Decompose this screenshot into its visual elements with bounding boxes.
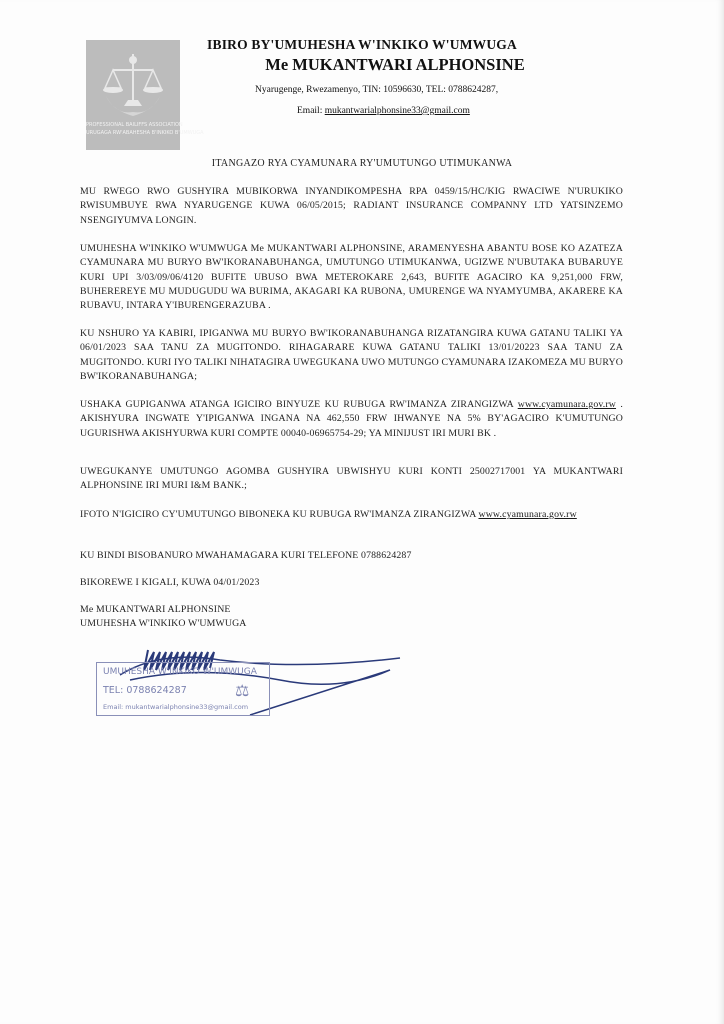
paragraph-court-ruling: MU RWEGO RWO GUSHYIRA MUBIKORWA INYANDIKOMPESHA RPA 0459/15/HC/KIG RWACIWE N'URUKIKO RWISUMBUYE RWA NYARUGENGE KUWA 06/05/2015; RADIANT INSURANCE COMPANNY LTD YATSINZEMO NSENGIYUMVA LONGIN. — [80, 186, 623, 226]
bidding-text-prefix: USHAKA GUPIGANWA ATANGA IGICIRO BINYUZE KU RUBUGA RW'IMANZA ZIRANGIZWA — [80, 399, 518, 410]
bidding-text-suffix: . AKISHYURA INGWATE Y'IPIGANWA INGANA NA 462,550 FRW IHWANYE NA 5% BY'AGACIRO K'UMUTUNGO UGURISHWA AKISHYURWA KURI COMPTE 00040-06965754-29; YA MINIJUST IRI MURI BK . — [80, 399, 624, 439]
photo-text-prefix: IFOTO N'IGICIRO CY'UMUTUNGO BIBONEKA KU RUBUGA RW'IMANZA ZIRANGIZWA — [80, 509, 479, 520]
paragraph-photo-price — [80, 508, 623, 522]
official-stamp — [96, 662, 270, 716]
stamp-line-phone: TEL: 0788624287 — [103, 685, 187, 696]
document-title: ITANGAZO RYA CYAMUNARA RY'UMUTUNGO UTIMUKANWA — [211, 158, 513, 169]
logo-org-subtext: URUGAGA RW'ABAHESHA B'INKIKO B'UMWUGA — [86, 130, 204, 136]
email-label: Email: — [297, 106, 325, 116]
paragraph-auction-dates: KU NSHURO YA KABIRI, IPIGANWA MU BURYO BW'IKORANABUHANGA RIZATANGIRA KUWA GATANU TALIKI YA 06/01/2023 SAA TANU ZA MUGITONDO. RIHAGARARE KUWA GATANU TALIKI 13/01/20223 SAA TANU ZA MUGITONDO. KURI IYO TALIKI NIHATAGIRA UWEGUKANA UWO MUTUNGO CYAMUNARA IZAKOMEZA MU BURYO BW'IKORANABUHANGA; — [80, 328, 623, 382]
logo-org-text: PROFESSIONAL BAILIFFS ASSOCIATION — [86, 122, 183, 128]
header-office-title: IBIRO BY'UMUHESHA W'INKIKO W'UMWUGA — [207, 37, 517, 52]
signatory-role: UMUHESHA W'INKIKO W'UMWUGA — [80, 618, 247, 629]
paragraph-property-description: UMUHESHA W'INKIKO W'UMWUGA Me MUKANTWARI ALPHONSINE, ARAMENYESHA ABANTU BOSE KO AZATEZA CYAMUNARA MU BURYO BW'IKORANABUHANGA, UMUTUNGO UTIMUKANWA, UGIZWE N'UBUTAKA BUBARUYE KURI UPI 3/03/09/06/4120 BUFITE UBUSO BWA METEROKARE 2,643, BUFITE AGACIRO KA 9,251,000 FRW, BUHEREREYE MU MUDUGUDU WA BURIMA, AKAGARI KA RUBONA, UMURENGE WA NYAMYUMBA, AKARERE KA RUBAVU, INTARA Y'IBURENGERAZUBA . — [80, 243, 623, 312]
stamp-scales-icon: ⚖ — [235, 681, 250, 700]
stamp-line-title: UMUHESHA W'INKIKO W'UMWUGA — [103, 667, 257, 677]
paragraph-date-place: BIKOREWE I KIGALI, KUWA 04/01/2023 — [80, 577, 260, 588]
header-email-line — [297, 106, 470, 116]
paragraph-bidding-instructions — [80, 398, 623, 441]
header-contact-line: Nyarugenge, Rwezamenyo, TIN: 10596630, TEL: 0788624287, — [255, 85, 499, 95]
association-logo — [86, 40, 204, 150]
header-bailiff-name: Me MUKANTWARI ALPHONSINE — [265, 55, 525, 74]
cyamunara-link-2[interactable]: www.cyamunara.gov.rw — [478, 509, 577, 520]
email-link[interactable]: mukantwarialphonsine33@gmail.com — [324, 106, 470, 116]
paragraph-payment-account: UWEGUKANYE UMUTUNGO AGOMBA GUSHYIRA UBWISHYU KURI KONTI 25002717001 YA MUKANTWARI ALPHONSINE IRI MURI I&M BANK.; — [80, 466, 623, 492]
stamp-line-email: Email: mukantwarialphonsine33@gmail.com — [103, 703, 249, 711]
cyamunara-link[interactable]: www.cyamunara.gov.rw — [517, 399, 617, 410]
paragraph-contact-phone: KU BINDI BISOBANURO MWAHAMAGARA KURI TELEFONE 0788624287 — [80, 550, 412, 561]
signatory-name: Me MUKANTWARI ALPHONSINE — [80, 604, 231, 615]
